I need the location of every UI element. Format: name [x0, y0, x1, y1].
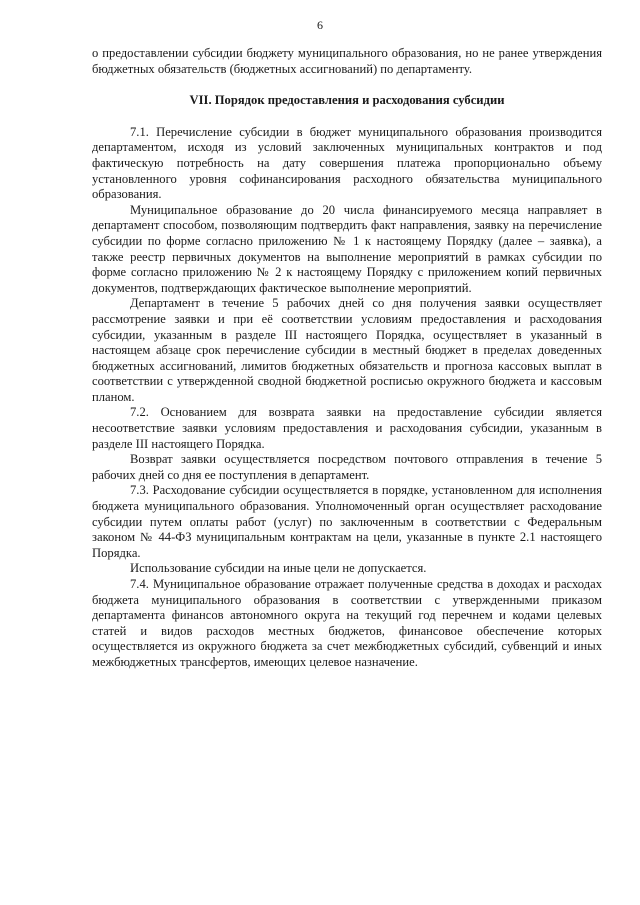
paragraph-other-purposes: Использование субсидии на иные цели не допускается. — [130, 561, 427, 576]
paragraph-application-submission: Муниципальное образование до 20 числа финансируемого месяца направляет в департамент способом, позволяющим подтвердить факт направления, заявку на перечисление субсидии по форме согласно приложению № 1 к настоящему Порядку (далее – заявка), а также реестр первичных документов на выполнение мероприятий в рамках субсидии по форме согласно приложению № 2 к настоящему Порядку с приложением копий первичных документов, подтверждающих фактическое выполнение мероприятий. — [92, 202, 602, 295]
paragraph-7-3: 7.3. Расходование субсидии осуществляется в порядке, установленном для исполнения бюджета муниципального образования. Уполномоченный орган осуществляет расходование субсидии путем оплаты работ (услуг) по заключенным в соответствии с Федеральным законом № 44-ФЗ муниципальным контрактам на цели, указанные в пункте 2.1 настоящего Порядка. — [92, 483, 602, 560]
section-heading: VII. Порядок предоставления и расходования субсидии — [189, 93, 505, 108]
page-number: 6 — [317, 18, 323, 32]
document-body — [92, 46, 602, 671]
paragraph-department-review: Департамент в течение 5 рабочих дней со дня получения заявки осуществляет рассмотрение заявки и при её соответствии условиям предоставления и расходования субсидии, указанным в разделе III настоящего Порядка, осуществляет в указанный в настоящем абзаце срок перечисление субсидии в местный бюджет в пределах доведенных бюджетных ассигнований, лимитов бюджетных обязательств и прогноза кассовых выплат в соответствии с утвержденной сводной бюджетной росписью окружного бюджета и кассовым планом. — [92, 296, 602, 404]
paragraph-7-2: 7.2. Основанием для возврата заявки на предоставление субсидии является несоответствие заявки условиям предоставления и расходования субсидии, указанным в разделе III настоящего Порядка. — [92, 405, 602, 451]
paragraph-application-return: Возврат заявки осуществляется посредством почтового отправления в течение 5 рабочих дней со дня ее поступления в департамент. — [92, 452, 602, 482]
paragraph-7-1: 7.1. Перечисление субсидии в бюджет муниципального образования производится департаментом, исходя из условий заключенных муниципальных контрактов и под фактическую потребность на дату совершения платежа пропорционально объему установленного уровня софинансирования расходного обязательства муниципального образования. — [92, 124, 602, 202]
paragraph-7-4: 7.4. Муниципальное образование отражает полученные средства в доходах и расходах бюджета муниципального образования в соответствии с утвержденными приказом департамента финансов автономного округа на текущий год перечнем и кодами целевых статей и видов расходов местных бюджетов, финансовое обеспечение которых осуществляется из окружного бюджета за счет межбюджетных субсидий, субвенций и иных межбюджетных трансфертов, имеющих целевое назначение. — [92, 577, 602, 669]
intro-paragraph: о предоставлении субсидии бюджету муниципального образования, но не ранее утверждения бюджетных обязательств (бюджетных ассигнований) по департаменту. — [92, 46, 602, 76]
